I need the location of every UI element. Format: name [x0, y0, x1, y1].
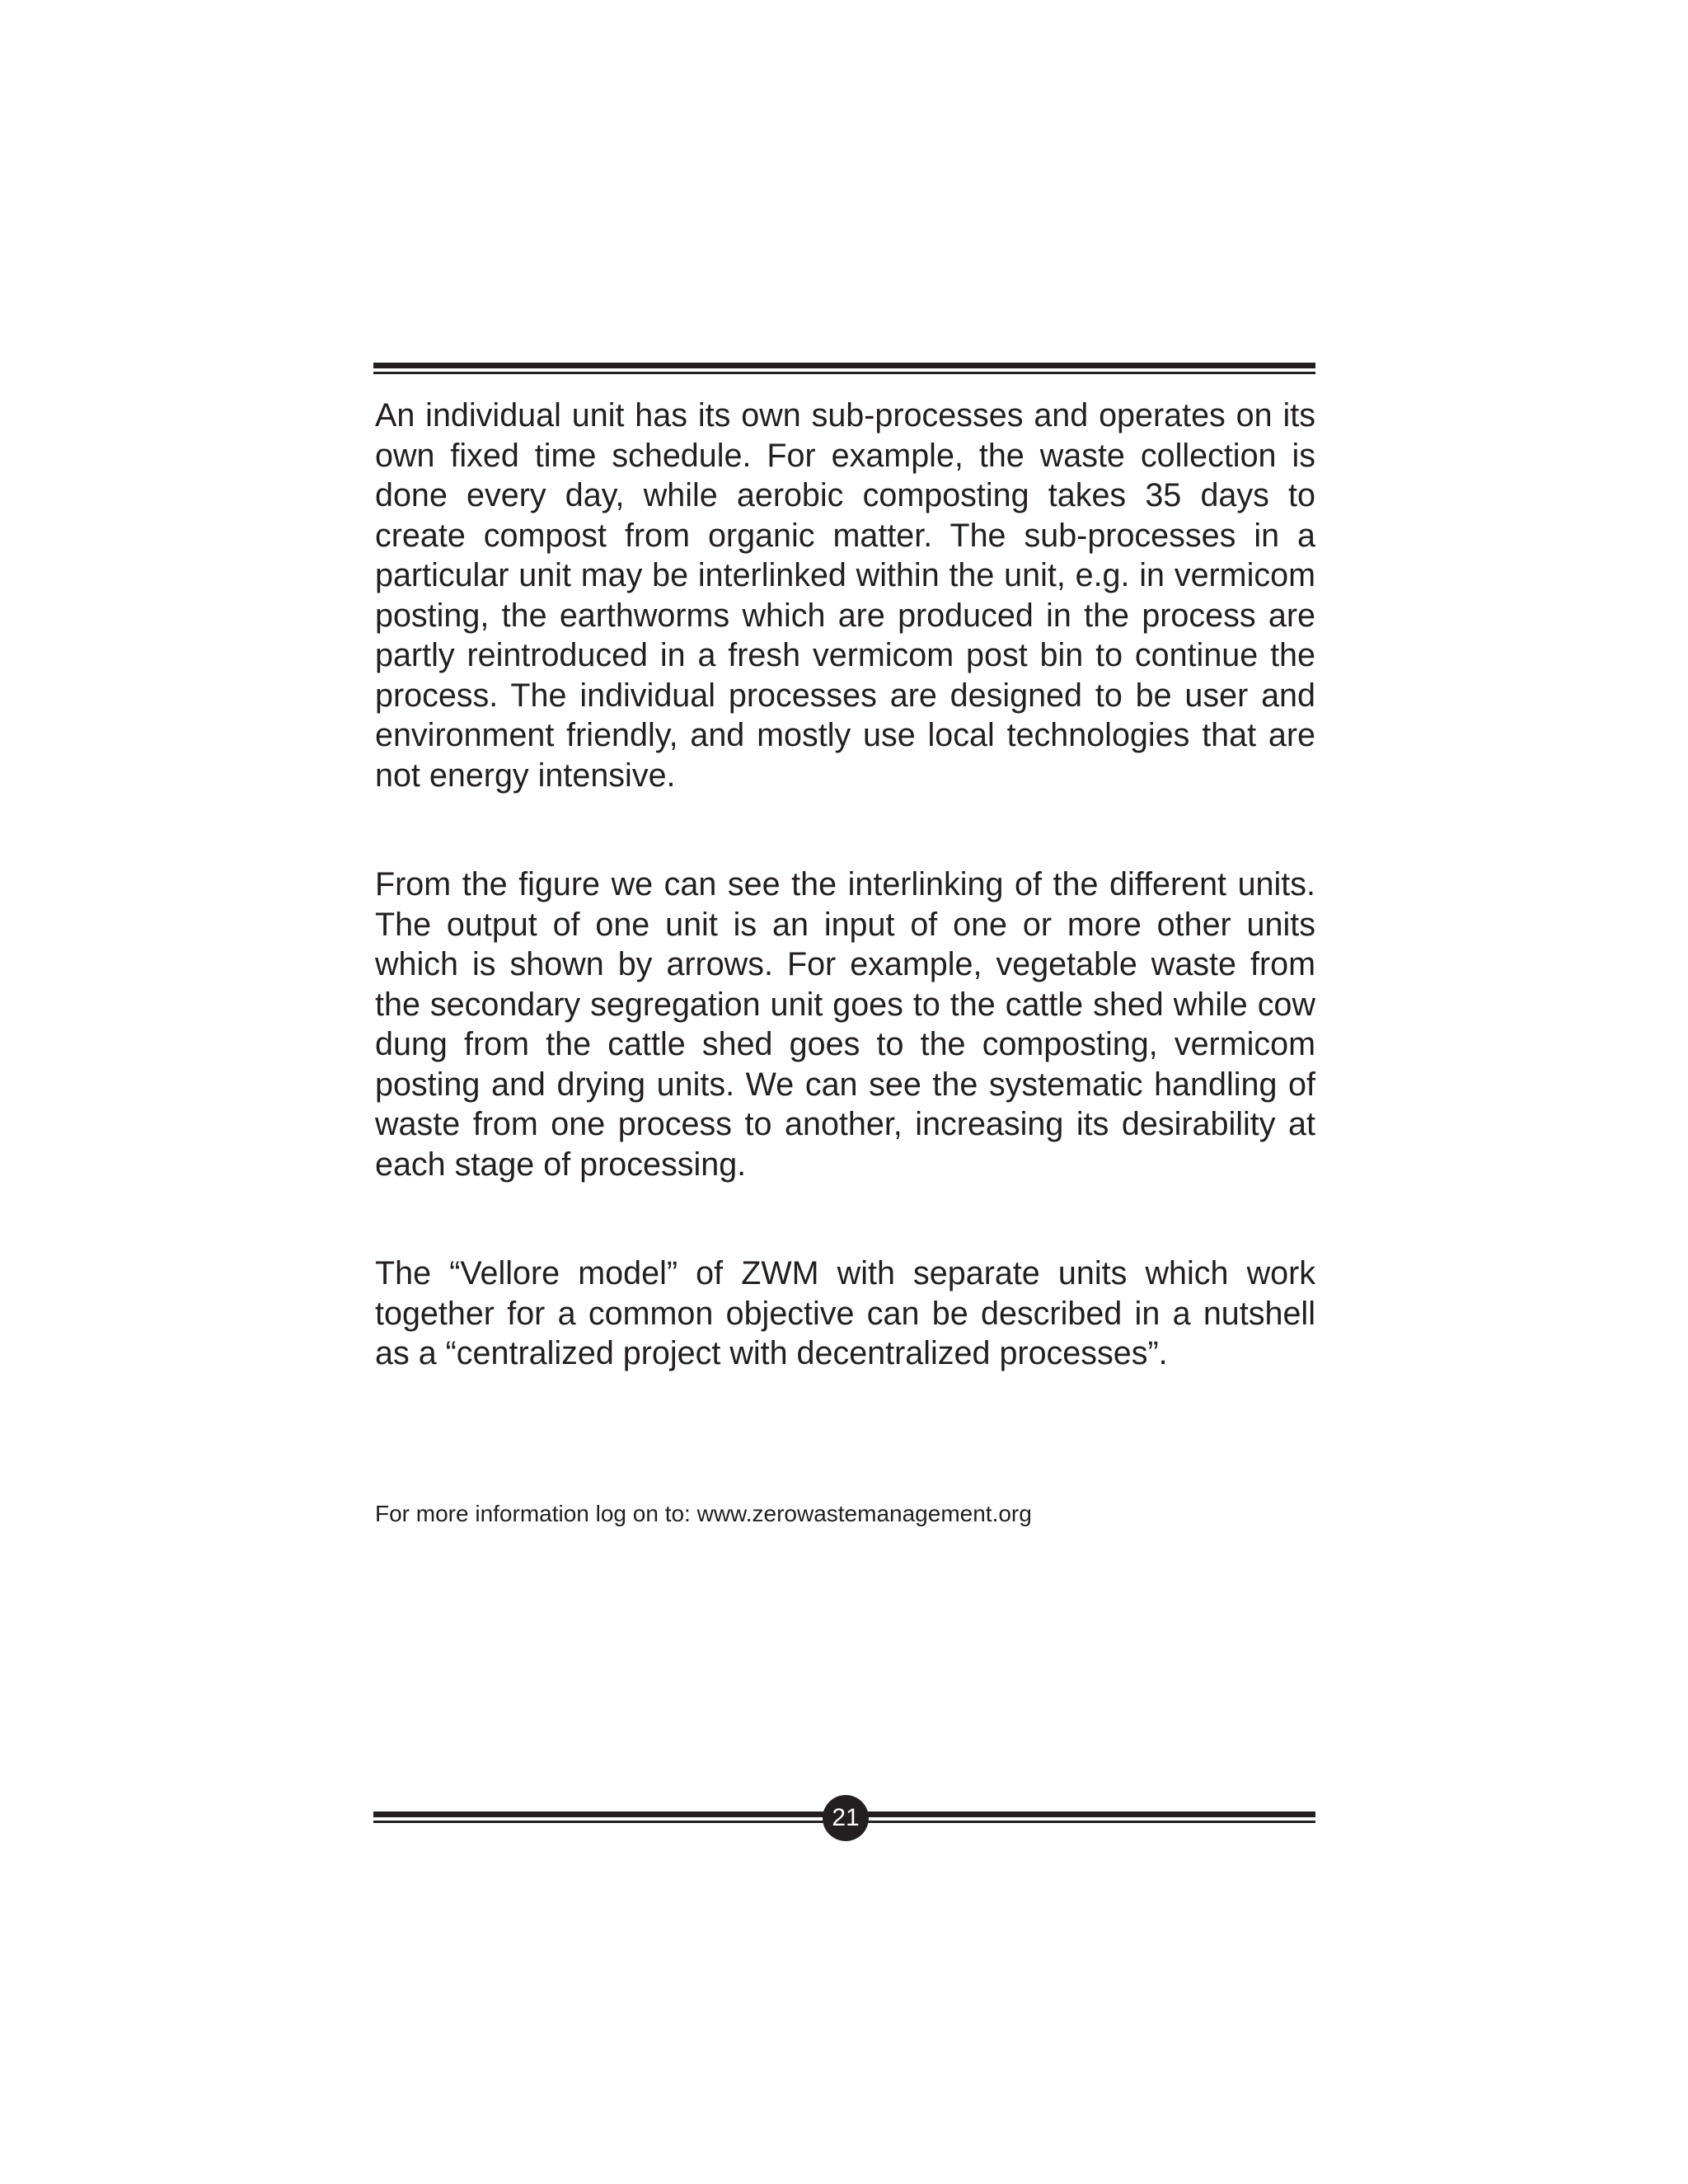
paragraph-vellore-model: The “Vellore model” of ZWM with separate units which work together for a common objective can be described in a nutshell as a “centralized project with decentralized processes”.: [375, 1255, 1315, 1371]
header-rule-thin: [373, 372, 1315, 374]
paragraph-individual-units: An individual unit has its own sub-processes and operates on its own fixed time schedule. For example, the waste collection is done every day, while aerobic composting takes 35 days to create compost from organic matter. The sub-processes in a particular unit may be interlinked within the unit, e.g. in vermicom posting, the earthworms which are produced in the process are partly reintroduced in a fresh vermicom post bin to continue the process. The individual processes are designed to be user and environment friendly, and mostly use local technologies that are not energy intensive.: [375, 397, 1315, 794]
page-footer: [373, 1795, 1315, 1844]
header-rule-thick: [373, 363, 1315, 368]
header-rule: [373, 363, 1315, 374]
paragraph-interlinking: From the figure we can see the interlinking of the different units. The output of one unit is an input of one or more other units which is shown by arrows. For example, vegetable waste from the secondary segregation unit goes to the cattle shed while cow dung from the cattle shed goes to the composting, vermicom posting and drying units. We can see the systematic handling of waste from one process to another, increasing its desirability at each stage of processing.: [375, 866, 1315, 1183]
more-info-footnote: For more information log on to: www.zerowastemanagement.org: [375, 1501, 1032, 1526]
body-text: [375, 396, 1315, 1374]
page-number-badge: 21: [823, 1795, 869, 1841]
